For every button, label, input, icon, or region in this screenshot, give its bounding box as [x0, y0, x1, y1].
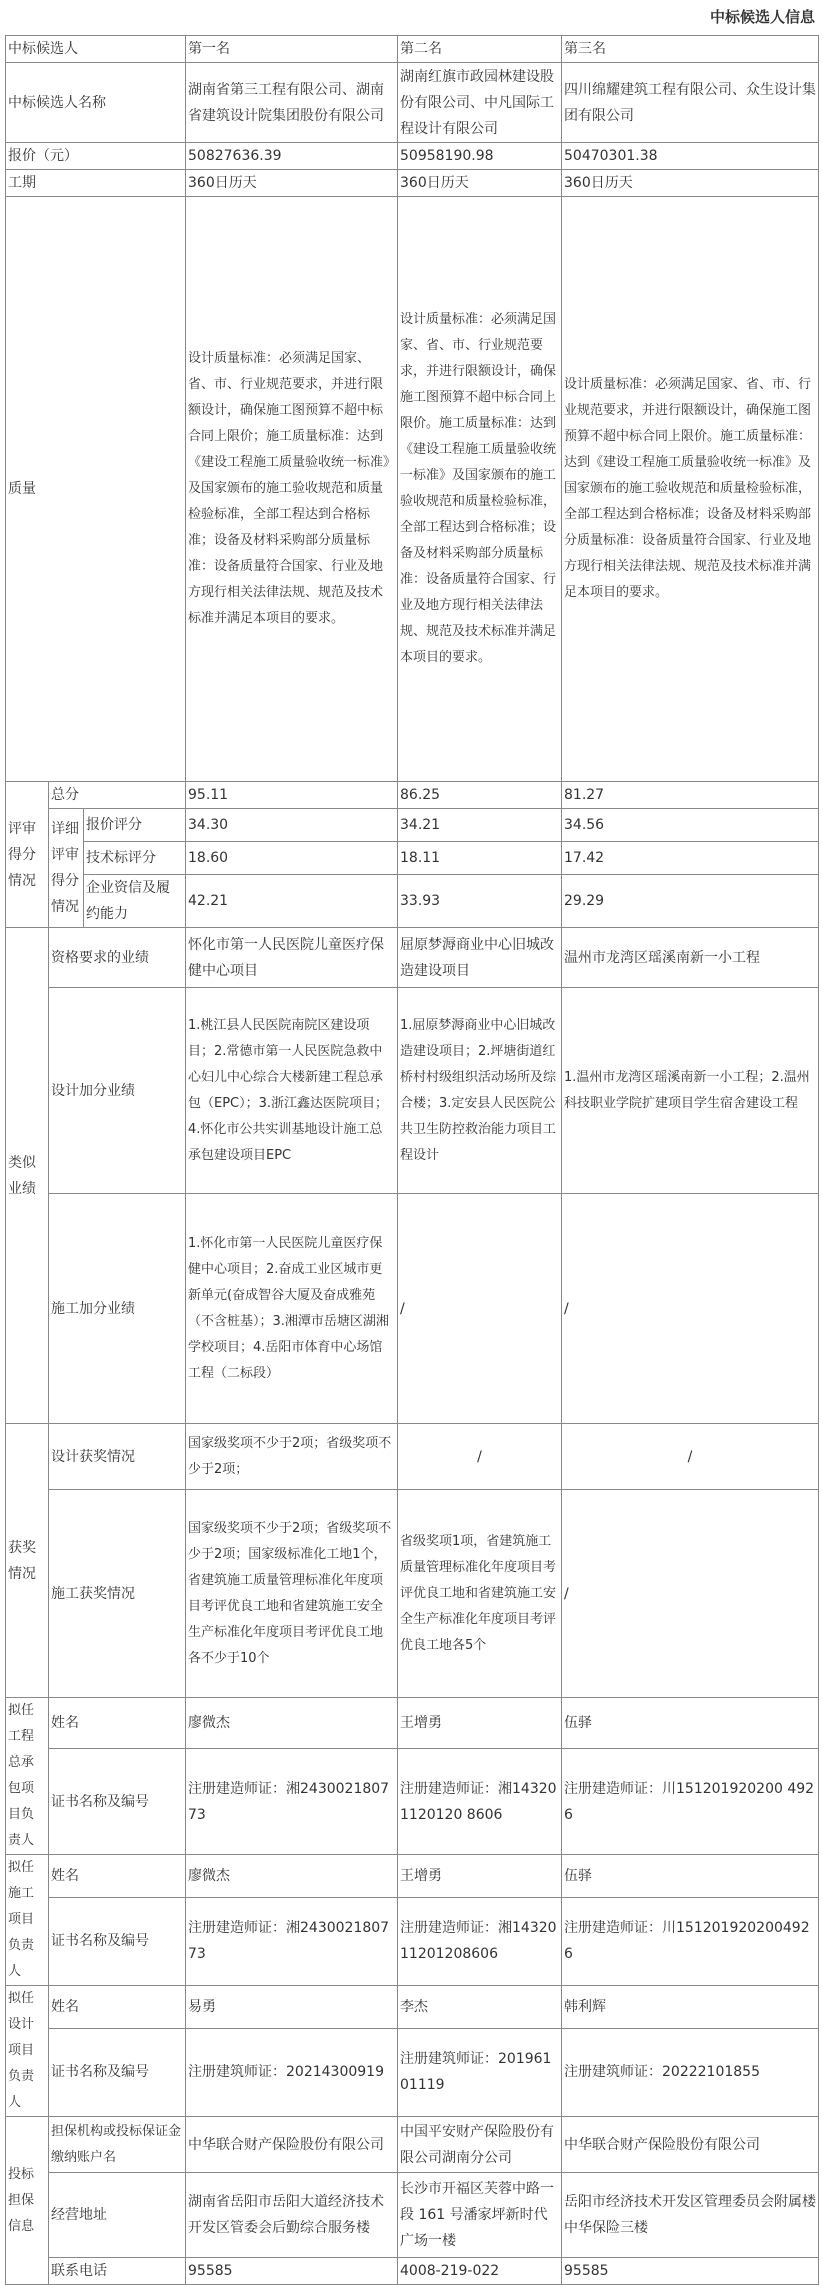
awards-build-first: 国家级奖项不少于2项；省级奖项不少于2项；国家级标准化工地1个，省建筑施工质量管理标准化年度项目考评优良工地和省建筑施工安全生产标准化年度项目考评优良工地各不少于10个: [186, 1490, 398, 1698]
quality-second: 设计质量标准：必须满足国家、省、市、行业规范要求，并进行限额设计，确保施工图预算不超中标合同上限价。施工质量标准：达到《建设工程施工质量验收统一标准》及国家颁布的施工验收规范和质量检验标准，全部工程达到合格标准；设备及材料采购部分质量标准：设备质量符合国家、行业及地方现行相关法律法规、规范及技术标准并满足本项目的要求。: [398, 197, 562, 782]
score-total-third: 81.27: [562, 782, 819, 809]
guarantee-phone-label: 联系电话: [49, 2258, 186, 2285]
guarantee-addr-third: 岳阳市经济技术开发区管理委员会附属楼中华保险三楼: [562, 2173, 819, 2258]
header-second: 第二名: [398, 36, 562, 63]
awards-design-first: 国家级奖项不少于2项；省级奖项不少于2项；: [186, 1424, 398, 1490]
names-first: 湖南省第三工程有限公司、湖南省建筑设计院集团股份有限公司: [186, 63, 398, 143]
pm-general-cert-first: 注册建造师证：湘243002180773: [186, 1749, 398, 1855]
similar-design-third: 1.温州市龙湾区瑶溪南新一小工程；2.温州科技职业学院扩建项目学生宿舍建设工程: [562, 988, 819, 1194]
awards-design-label: 设计获奖情况: [49, 1424, 186, 1490]
pm-build-name-label: 姓名: [49, 1855, 186, 1898]
pm-build-cert-label: 证书名称及编号: [49, 1897, 186, 1985]
score-tech-third: 17.42: [562, 842, 819, 875]
guarantee-label: 投标担保信息: [6, 2117, 49, 2285]
score-credit-first: 42.21: [186, 875, 398, 928]
awards-design-third: /: [562, 1424, 819, 1490]
price-first: 50827636.39: [186, 143, 398, 170]
period-first: 360日历天: [186, 170, 398, 197]
awards-build-third: /: [562, 1490, 819, 1698]
awards-design-second: /: [398, 1424, 562, 1490]
similar-build-third: /: [562, 1194, 819, 1424]
guarantee-org-first: 中华联合财产保险股份有限公司: [186, 2117, 398, 2173]
pm-design-name-second: 李杰: [398, 1986, 562, 2029]
pm-design-name-third: 韩利辉: [562, 1986, 819, 2029]
score-price-first: 34.30: [186, 809, 398, 842]
names-second: 湖南红旗市政园林建设股份有限公司、中凡国际工程设计有限公司: [398, 63, 562, 143]
pm-general-cert-second: 注册建造师证：湘143201120120 8606: [398, 1749, 562, 1855]
quality-first: 设计质量标准：必须满足国家、省、市、行业规范要求，并进行限额设计，确保施工图预算不超中标合同上限价；施工质量标准：达到《建设工程施工质量验收统一标准》及国家颁布的施工验收规范和质量检验标准，全部工程达到合格标准；设备及材料采购部分质量标准：设备质量符合国家、行业及地方现行相关法律法规、规范及技术标准并满足本项目的要求。: [186, 197, 398, 782]
score-price-label: 报价评分: [84, 809, 186, 842]
similar-qual-first: 怀化市第一人民医院儿童医疗保健中心项目: [186, 928, 398, 988]
pm-design-cert-first: 注册建筑师证：20214300919: [186, 2028, 398, 2116]
names-label: 中标候选人名称: [6, 63, 186, 143]
pm-design-cert-second: 注册建筑师证：20196101119: [398, 2028, 562, 2116]
price-third: 50470301.38: [562, 143, 819, 170]
similar-qual-label: 资格要求的业绩: [49, 928, 186, 988]
similar-qual-second: 屈原梦溽商业中心旧城改造建设项目: [398, 928, 562, 988]
score-detail-label: 详细评审得分情况: [49, 809, 84, 928]
pm-design-name-first: 易勇: [186, 1986, 398, 2029]
price-second: 50958190.98: [398, 143, 562, 170]
score-tech-first: 18.60: [186, 842, 398, 875]
score-price-third: 34.56: [562, 809, 819, 842]
similar-design-label: 设计加分业绩: [49, 988, 186, 1194]
score-tech-label: 技术标评分: [84, 842, 186, 875]
score-price-second: 34.21: [398, 809, 562, 842]
awards-label: 获奖情况: [6, 1424, 49, 1698]
pm-build-cert-second: 注册建造师证：湘1432011201208606: [398, 1897, 562, 1985]
period-second: 360日历天: [398, 170, 562, 197]
similar-design-second: 1.屈原梦溽商业中心旧城改造建设项目；2.坪塘街道红桥村村级组织活动场所及综合楼；3.定安县人民医院公共卫生防控救治能力项目工程设计: [398, 988, 562, 1194]
quality-label: 质量: [6, 197, 186, 782]
pm-build-cert-first: 注册建造师证：湘243002180773: [186, 1897, 398, 1985]
pm-build-name-first: 廖微杰: [186, 1855, 398, 1898]
price-label: 报价（元）: [6, 143, 186, 170]
pm-design-name-label: 姓名: [49, 1986, 186, 2029]
pm-general-name-second: 王增勇: [398, 1698, 562, 1749]
names-third: 四川绵耀建筑工程有限公司、众生设计集团有限公司: [562, 63, 819, 143]
pm-design-label: 拟任设计项目负责人: [6, 1986, 49, 2117]
guarantee-org-third: 中华联合财产保险股份有限公司: [562, 2117, 819, 2173]
score-credit-third: 29.29: [562, 875, 819, 928]
pm-build-name-second: 王增勇: [398, 1855, 562, 1898]
pm-general-name-label: 姓名: [49, 1698, 186, 1749]
header-first: 第一名: [186, 36, 398, 63]
quality-third: 设计质量标准：必须满足国家、省、市、行业规范要求，并进行限额设计，确保施工图预算不超中标合同上限价。施工质量标准：达到《建设工程施工质量验收统一标准》及国家颁布的施工验收规范和质量检验标准，全部工程达到合格标准；设备及材料采购部分质量标准：设备质量符合国家、行业及地方现行相关法律法规、规范及技术标准并满足本项目的要求。: [562, 197, 819, 782]
score-total-second: 86.25: [398, 782, 562, 809]
header-label: 中标候选人: [6, 36, 186, 63]
similar-build-second: /: [398, 1194, 562, 1424]
similar-design-first: 1.桃江县人民医院南院区建设项目；2.常德市第一人民医院急救中心妇儿中心综合大楼新建工程总承包（EPC）；3.浙江鑫达医院项目；4.怀化市公共实训基地设计施工总承包建设项目EPC: [186, 988, 398, 1194]
similar-qual-third: 温州市龙湾区瑶溪南新一小工程: [562, 928, 819, 988]
page-title: 中标候选人信息: [709, 8, 815, 26]
pm-general-name-third: 伍驿: [562, 1698, 819, 1749]
score-total-label: 总分: [49, 782, 186, 809]
awards-build-label: 施工获奖情况: [49, 1490, 186, 1698]
pm-general-name-first: 廖微杰: [186, 1698, 398, 1749]
pm-build-cert-third: 注册建造师证：川1512019202004926: [562, 1897, 819, 1985]
pm-general-cert-label: 证书名称及编号: [49, 1749, 186, 1855]
pm-general-label: 拟任工程总承包项目负责人: [6, 1698, 49, 1855]
similar-build-label: 施工加分业绩: [49, 1194, 186, 1424]
guarantee-org-label: 担保机构或投标保证金缴纳账户名: [49, 2117, 186, 2173]
guarantee-phone-third: 95585: [562, 2258, 819, 2285]
guarantee-phone-first: 95585: [186, 2258, 398, 2285]
pm-build-label: 拟任施工项目负责人: [6, 1855, 49, 1986]
score-credit-second: 33.93: [398, 875, 562, 928]
header-third: 第三名: [562, 36, 819, 63]
guarantee-addr-second: 长沙市开福区芙蓉中路一段 161 号潘家坪新时代广场一楼: [398, 2173, 562, 2258]
pm-build-name-third: 伍驿: [562, 1855, 819, 1898]
score-credit-label: 企业资信及履约能力: [84, 875, 186, 928]
awards-build-second: 省级奖项1项，省建筑施工质量管理标准化年度项目考评优良工地和省建筑施工安全生产标准化年度项目考评优良工地各5个: [398, 1490, 562, 1698]
bid-candidate-table: [5, 35, 819, 2285]
pm-general-cert-third: 注册建造师证：川151201920200 4926: [562, 1749, 819, 1855]
pm-design-cert-third: 注册建筑师证：20222101855: [562, 2028, 819, 2116]
score-label: 评审得分情况: [6, 782, 49, 928]
similar-label: 类似业绩: [6, 928, 49, 1424]
score-total-first: 95.11: [186, 782, 398, 809]
guarantee-org-second: 中国平安财产保险股份有限公司湖南分公司: [398, 2117, 562, 2173]
guarantee-addr-first: 湖南省岳阳市岳阳大道经济技术开发区管委会后勤综合服务楼: [186, 2173, 398, 2258]
pm-design-cert-label: 证书名称及编号: [49, 2028, 186, 2116]
period-third: 360日历天: [562, 170, 819, 197]
guarantee-phone-second: 4008-219-022: [398, 2258, 562, 2285]
period-label: 工期: [6, 170, 186, 197]
score-tech-second: 18.11: [398, 842, 562, 875]
similar-build-first: 1.怀化市第一人民医院儿童医疗保健中心项目；2.奋成工业区城市更新单元(奋成智谷大厦及奋成雅苑（不含桩基）；3.湘潭市岳塘区湖湘学校项目；4.岳阳市体育中心场馆工程（二标段）: [186, 1194, 398, 1424]
guarantee-addr-label: 经营地址: [49, 2173, 186, 2258]
